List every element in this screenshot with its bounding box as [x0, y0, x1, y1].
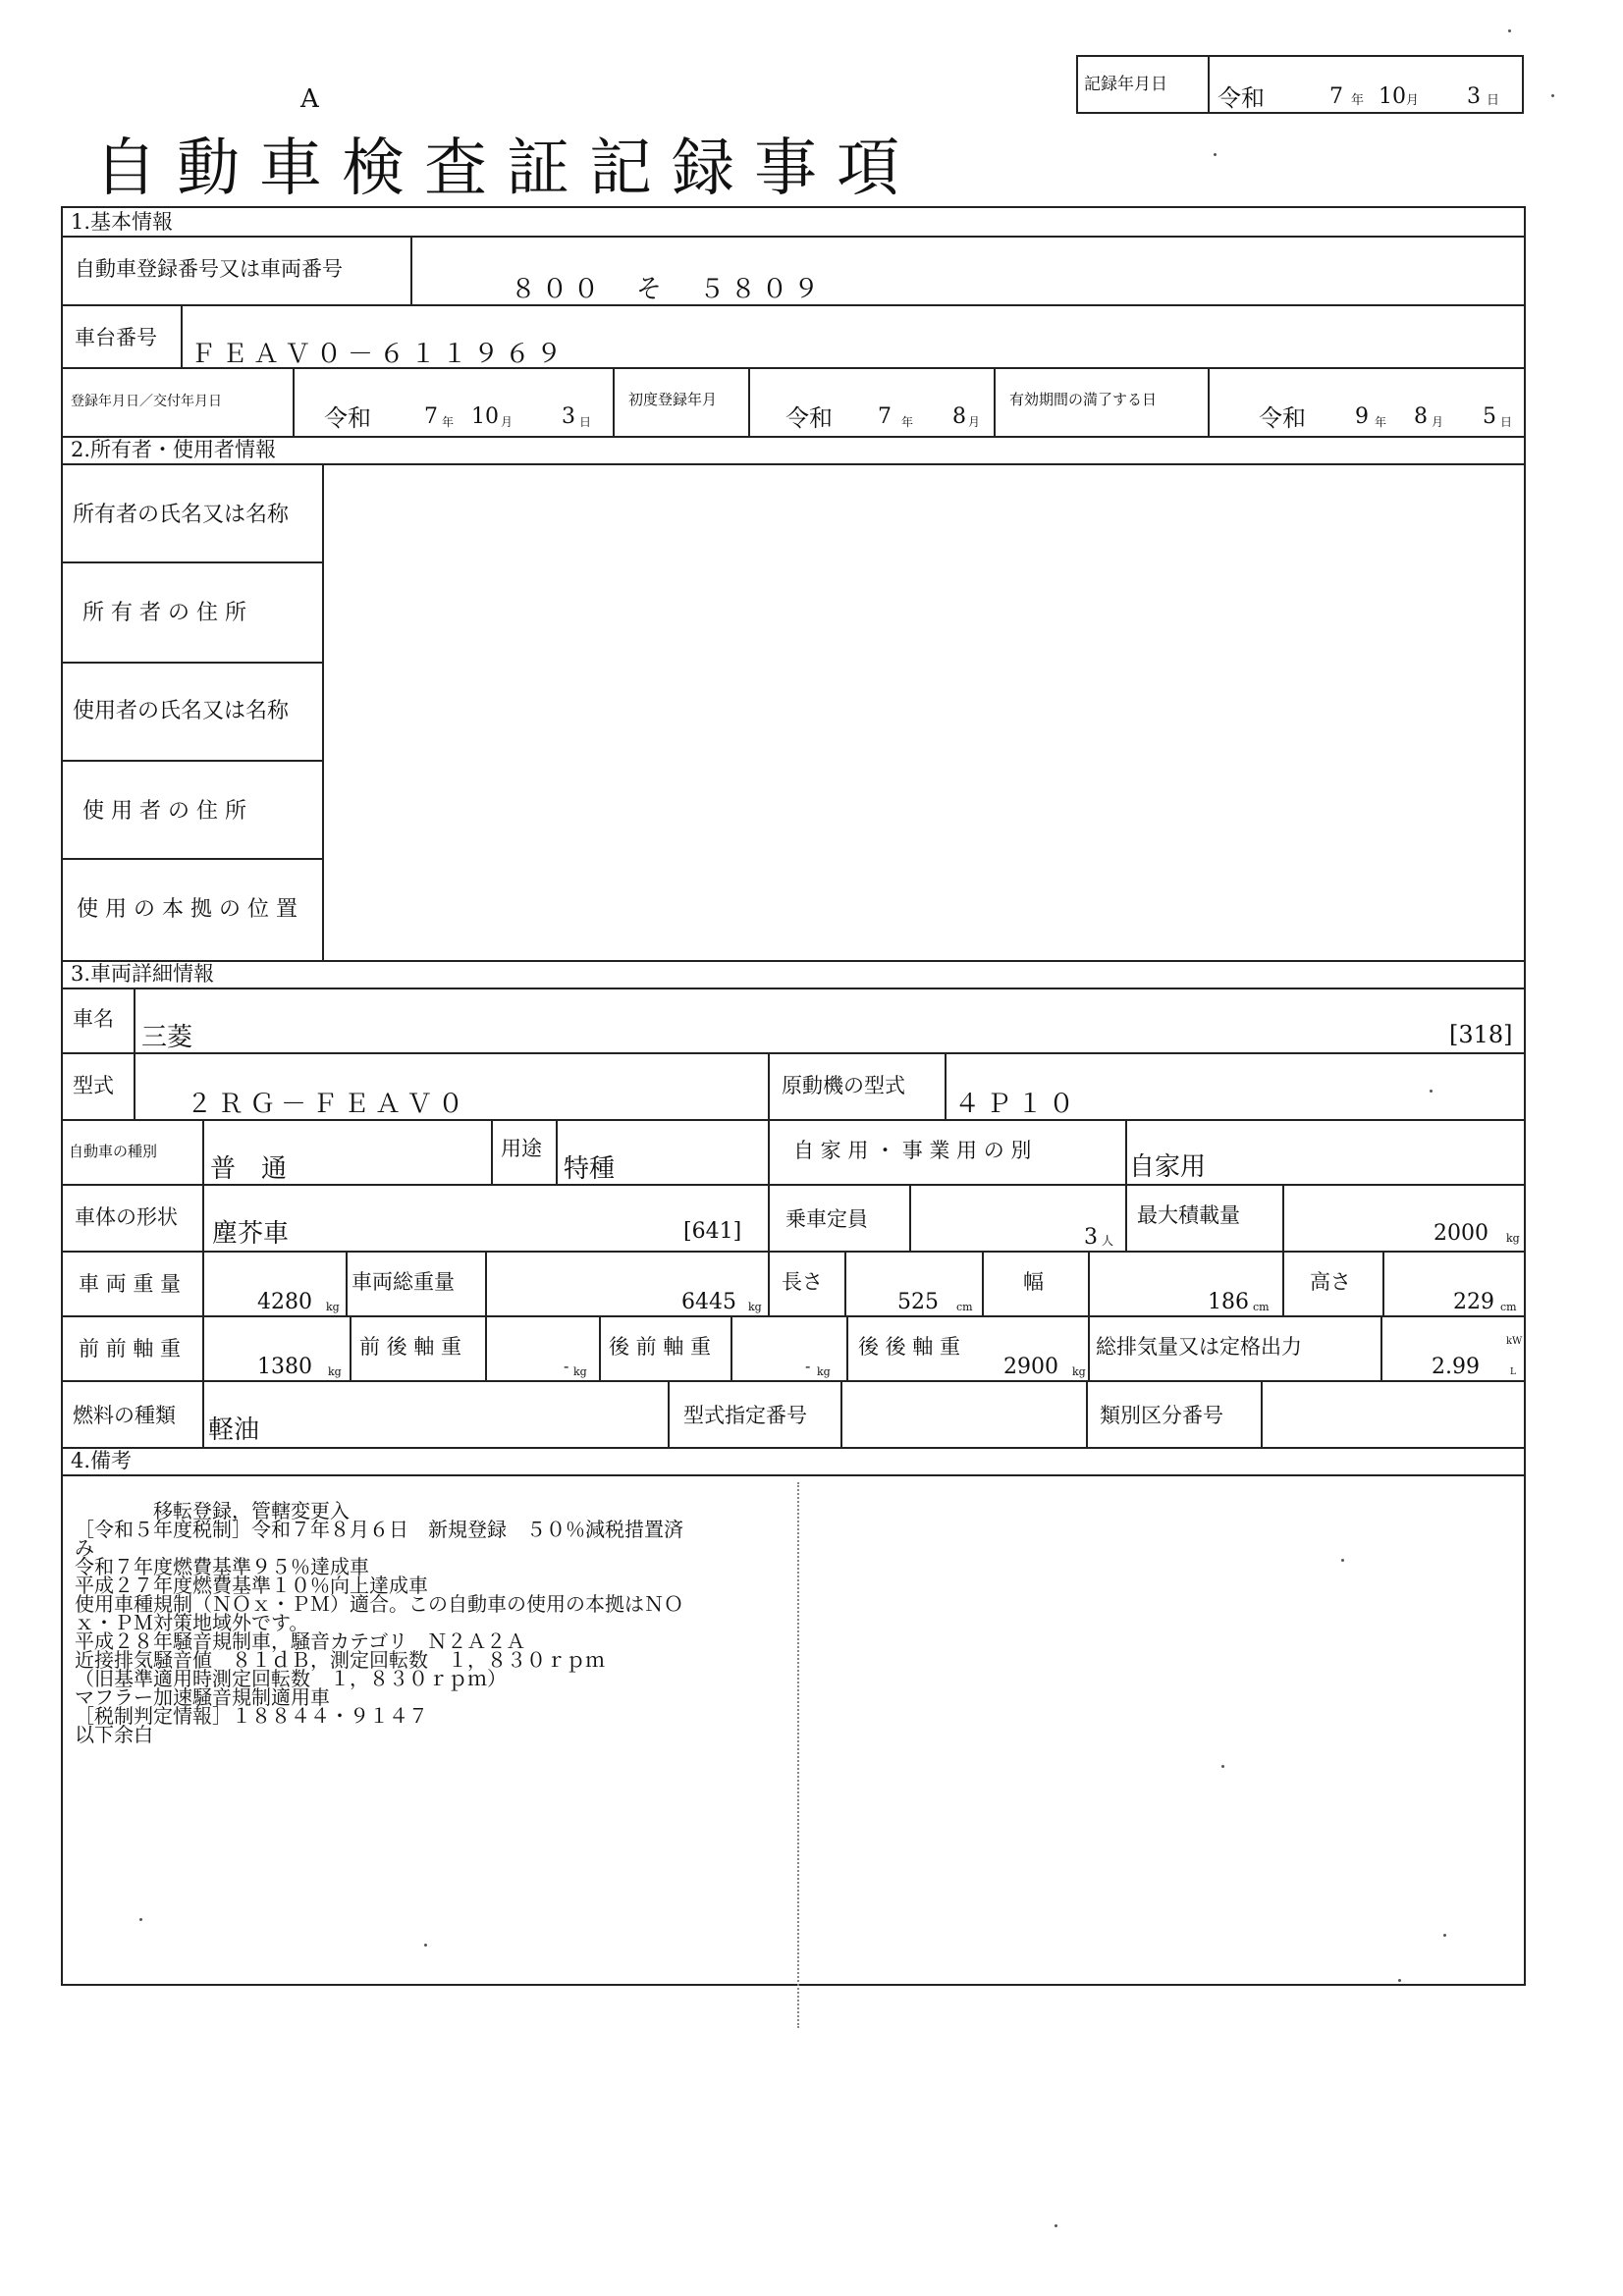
- displacement-label: 総排気量又は定格出力: [1096, 1335, 1302, 1359]
- issue-date-month: 10: [471, 404, 499, 429]
- rf-axle-unit: kg: [817, 1365, 831, 1378]
- displacement-unit-top: kW: [1506, 1336, 1523, 1347]
- body-shape-code: [641]: [683, 1219, 742, 1244]
- gross-weight-unit: kg: [748, 1301, 762, 1313]
- vehicle-weight-value: 4280: [257, 1290, 312, 1314]
- reg-number-label: 自動車登録番号又は車両番号: [75, 257, 343, 281]
- reg-number-value: ８００ そ ５８０９: [511, 275, 826, 304]
- width-value: 186: [1208, 1290, 1249, 1314]
- remark-line: 令和７年度燃費基準９５％達成車: [75, 1555, 369, 1578]
- engine-value: ４Ｐ１０: [954, 1090, 1081, 1119]
- first-reg-year: 7: [878, 404, 892, 429]
- length-value: 525: [897, 1290, 939, 1314]
- private-business-value: 自家用: [1129, 1152, 1207, 1182]
- record-date-label: 記録年月日: [1084, 75, 1167, 94]
- purpose-value: 特種: [564, 1154, 616, 1184]
- first-reg-month: 8: [952, 404, 966, 429]
- displacement-unit-bottom: L: [1510, 1367, 1516, 1377]
- expiry-label: 有効期間の満了する日: [1009, 391, 1158, 408]
- section3-header: 3.車両詳細情報: [71, 962, 215, 986]
- ff-axle-unit: kg: [328, 1365, 342, 1378]
- gross-weight-label: 車両総重量: [352, 1270, 455, 1294]
- car-name-code: [318]: [1449, 1021, 1513, 1048]
- purpose-label: 用途: [501, 1137, 542, 1160]
- issue-date-day-unit: 日: [579, 415, 592, 429]
- width-label: 幅: [1023, 1270, 1044, 1294]
- expiry-month-unit: 月: [1432, 415, 1444, 429]
- rr-axle-value: 2900: [1003, 1355, 1058, 1379]
- remark-line: （旧基準適用時測定回転数 １，８３０ｒｐｍ）: [75, 1667, 507, 1690]
- length-unit: cm: [956, 1301, 973, 1313]
- chassis-value: ＦＥＡＶ０－６１１９６９: [190, 340, 568, 369]
- record-date-year: 7: [1329, 84, 1343, 109]
- car-name-label: 車名: [73, 1007, 114, 1031]
- length-label: 長さ: [782, 1270, 823, 1294]
- issue-date-label: 登録年月日／交付年月日: [71, 394, 222, 409]
- fuel-value: 軽油: [208, 1415, 260, 1445]
- base-location-label: 使 用 の 本 拠 の 位 置: [77, 897, 298, 922]
- ff-axle-value: 1380: [257, 1355, 312, 1379]
- vehicle-weight-label: 車 両 重 量: [79, 1272, 182, 1296]
- remark-line: 使用車種規制（ＮＯｘ・ＰＭ）適合。この自動車の使用の本拠はＮＯ: [75, 1592, 683, 1616]
- remark-line: ｘ・ＰＭ対策地域外です。: [75, 1611, 309, 1634]
- expiry-month: 8: [1414, 404, 1428, 429]
- body-shape-value: 塵芥車: [212, 1219, 290, 1249]
- expiry-era: 令和: [1259, 404, 1306, 432]
- expiry-year: 9: [1355, 404, 1369, 429]
- page-title: 自動車検査証記録事項: [94, 133, 919, 205]
- remark-line: 平成２８年騒音規制車，騒音カテゴリ Ｎ２Ａ２Ａ: [75, 1629, 526, 1653]
- record-date-month-unit: 月: [1406, 93, 1420, 108]
- owner-address-label: 所 有 者 の 住 所: [82, 601, 246, 625]
- remark-line: マフラー加速騒音規制適用車: [75, 1685, 330, 1709]
- capacity-label: 乗車定員: [785, 1207, 868, 1231]
- model-value: ２ＲＧ－ＦＥＡＶ０: [187, 1090, 470, 1119]
- remarks-block: [75, 1499, 683, 1746]
- gross-weight-value: 6445: [681, 1290, 736, 1314]
- engine-label: 原動機の型式: [782, 1074, 905, 1097]
- vehicle-type-value: 普 通: [210, 1154, 288, 1184]
- user-address-label: 使 用 者 の 住 所: [82, 799, 246, 824]
- max-load-unit: kg: [1506, 1232, 1520, 1245]
- private-business-label: 自 家 用 ・ 事 業 用 の 別: [793, 1139, 1032, 1162]
- fuel-label: 燃料の種類: [73, 1404, 176, 1427]
- first-reg-month-unit: 月: [968, 415, 981, 429]
- first-reg-era: 令和: [785, 404, 833, 432]
- remark-line: 近接排気騒音値 ８１ｄＢ，測定回転数 １，８３０ｒｐｍ: [75, 1648, 605, 1672]
- height-value: 229: [1453, 1290, 1494, 1314]
- section4-header: 4.備考: [71, 1449, 133, 1472]
- capacity-unit: 人: [1102, 1234, 1114, 1248]
- model-label: 型式: [73, 1074, 114, 1097]
- ff-axle-label: 前 前 軸 重: [79, 1337, 182, 1361]
- issue-date-day: 3: [562, 404, 575, 429]
- remark-line: 平成２７年度燃費基準１０％向上達成車: [75, 1574, 428, 1597]
- rf-axle-label: 後 前 軸 重: [609, 1335, 712, 1359]
- first-reg-label: 初度登録年月: [628, 391, 718, 408]
- max-load-label: 最大積載量: [1137, 1203, 1240, 1227]
- section1-header: 1.基本情報: [71, 210, 174, 234]
- rr-axle-label: 後 後 軸 重: [858, 1335, 961, 1359]
- issue-date-year-unit: 年: [442, 415, 455, 429]
- expiry-day-unit: 日: [1500, 415, 1513, 429]
- body-shape-label: 車体の形状: [75, 1205, 178, 1229]
- record-date-year-unit: 年: [1351, 93, 1365, 108]
- record-date-month: 10: [1379, 84, 1406, 109]
- height-unit: cm: [1500, 1301, 1517, 1313]
- width-unit: cm: [1253, 1301, 1270, 1313]
- rr-axle-unit: kg: [1072, 1365, 1086, 1378]
- category-label: 類別区分番号: [1100, 1404, 1223, 1427]
- fr-axle-value: -: [564, 1357, 569, 1375]
- record-date-day: 3: [1467, 84, 1481, 109]
- remark-line: ［令和５年度税制］令和７年８月６日 新規登録 ５０％減税措置済: [75, 1518, 683, 1541]
- remark-line: み: [75, 1536, 94, 1560]
- issue-date-year: 7: [424, 404, 438, 429]
- fr-axle-label: 前 後 軸 重: [359, 1335, 462, 1359]
- rf-axle-value: -: [805, 1357, 811, 1375]
- car-name-value: 三菱: [141, 1023, 193, 1052]
- height-label: 高さ: [1310, 1270, 1351, 1294]
- chassis-label: 車台番号: [75, 326, 157, 349]
- issue-date-era: 令和: [324, 404, 371, 432]
- max-load-value: 2000: [1434, 1221, 1488, 1246]
- first-reg-year-unit: 年: [901, 415, 914, 429]
- remark-line: 以下余白: [75, 1723, 153, 1746]
- user-name-label: 使用者の氏名又は名称: [73, 699, 290, 723]
- document-id: A: [300, 84, 319, 114]
- capacity-value: 3: [1084, 1225, 1098, 1250]
- remark-line: 移転登録，管轄変更入: [75, 1499, 350, 1522]
- vehicle-weight-unit: kg: [326, 1301, 340, 1313]
- expiry-day: 5: [1483, 404, 1496, 429]
- section2-header: 2.所有者・使用者情報: [71, 438, 277, 461]
- remark-line: ［税制判定情報］１８８４４・９１４７: [75, 1704, 428, 1728]
- displacement-value: 2.99: [1432, 1355, 1480, 1379]
- expiry-year-unit: 年: [1375, 415, 1387, 429]
- issue-date-month-unit: 月: [501, 415, 514, 429]
- record-date-era: 令和: [1217, 84, 1265, 112]
- owner-name-label: 所有者の氏名又は名称: [73, 503, 290, 527]
- record-date-day-unit: 日: [1487, 93, 1500, 108]
- vehicle-type-label: 自動車の種別: [69, 1143, 158, 1160]
- fr-axle-unit: kg: [573, 1365, 587, 1378]
- type-designation-label: 型式指定番号: [683, 1404, 807, 1427]
